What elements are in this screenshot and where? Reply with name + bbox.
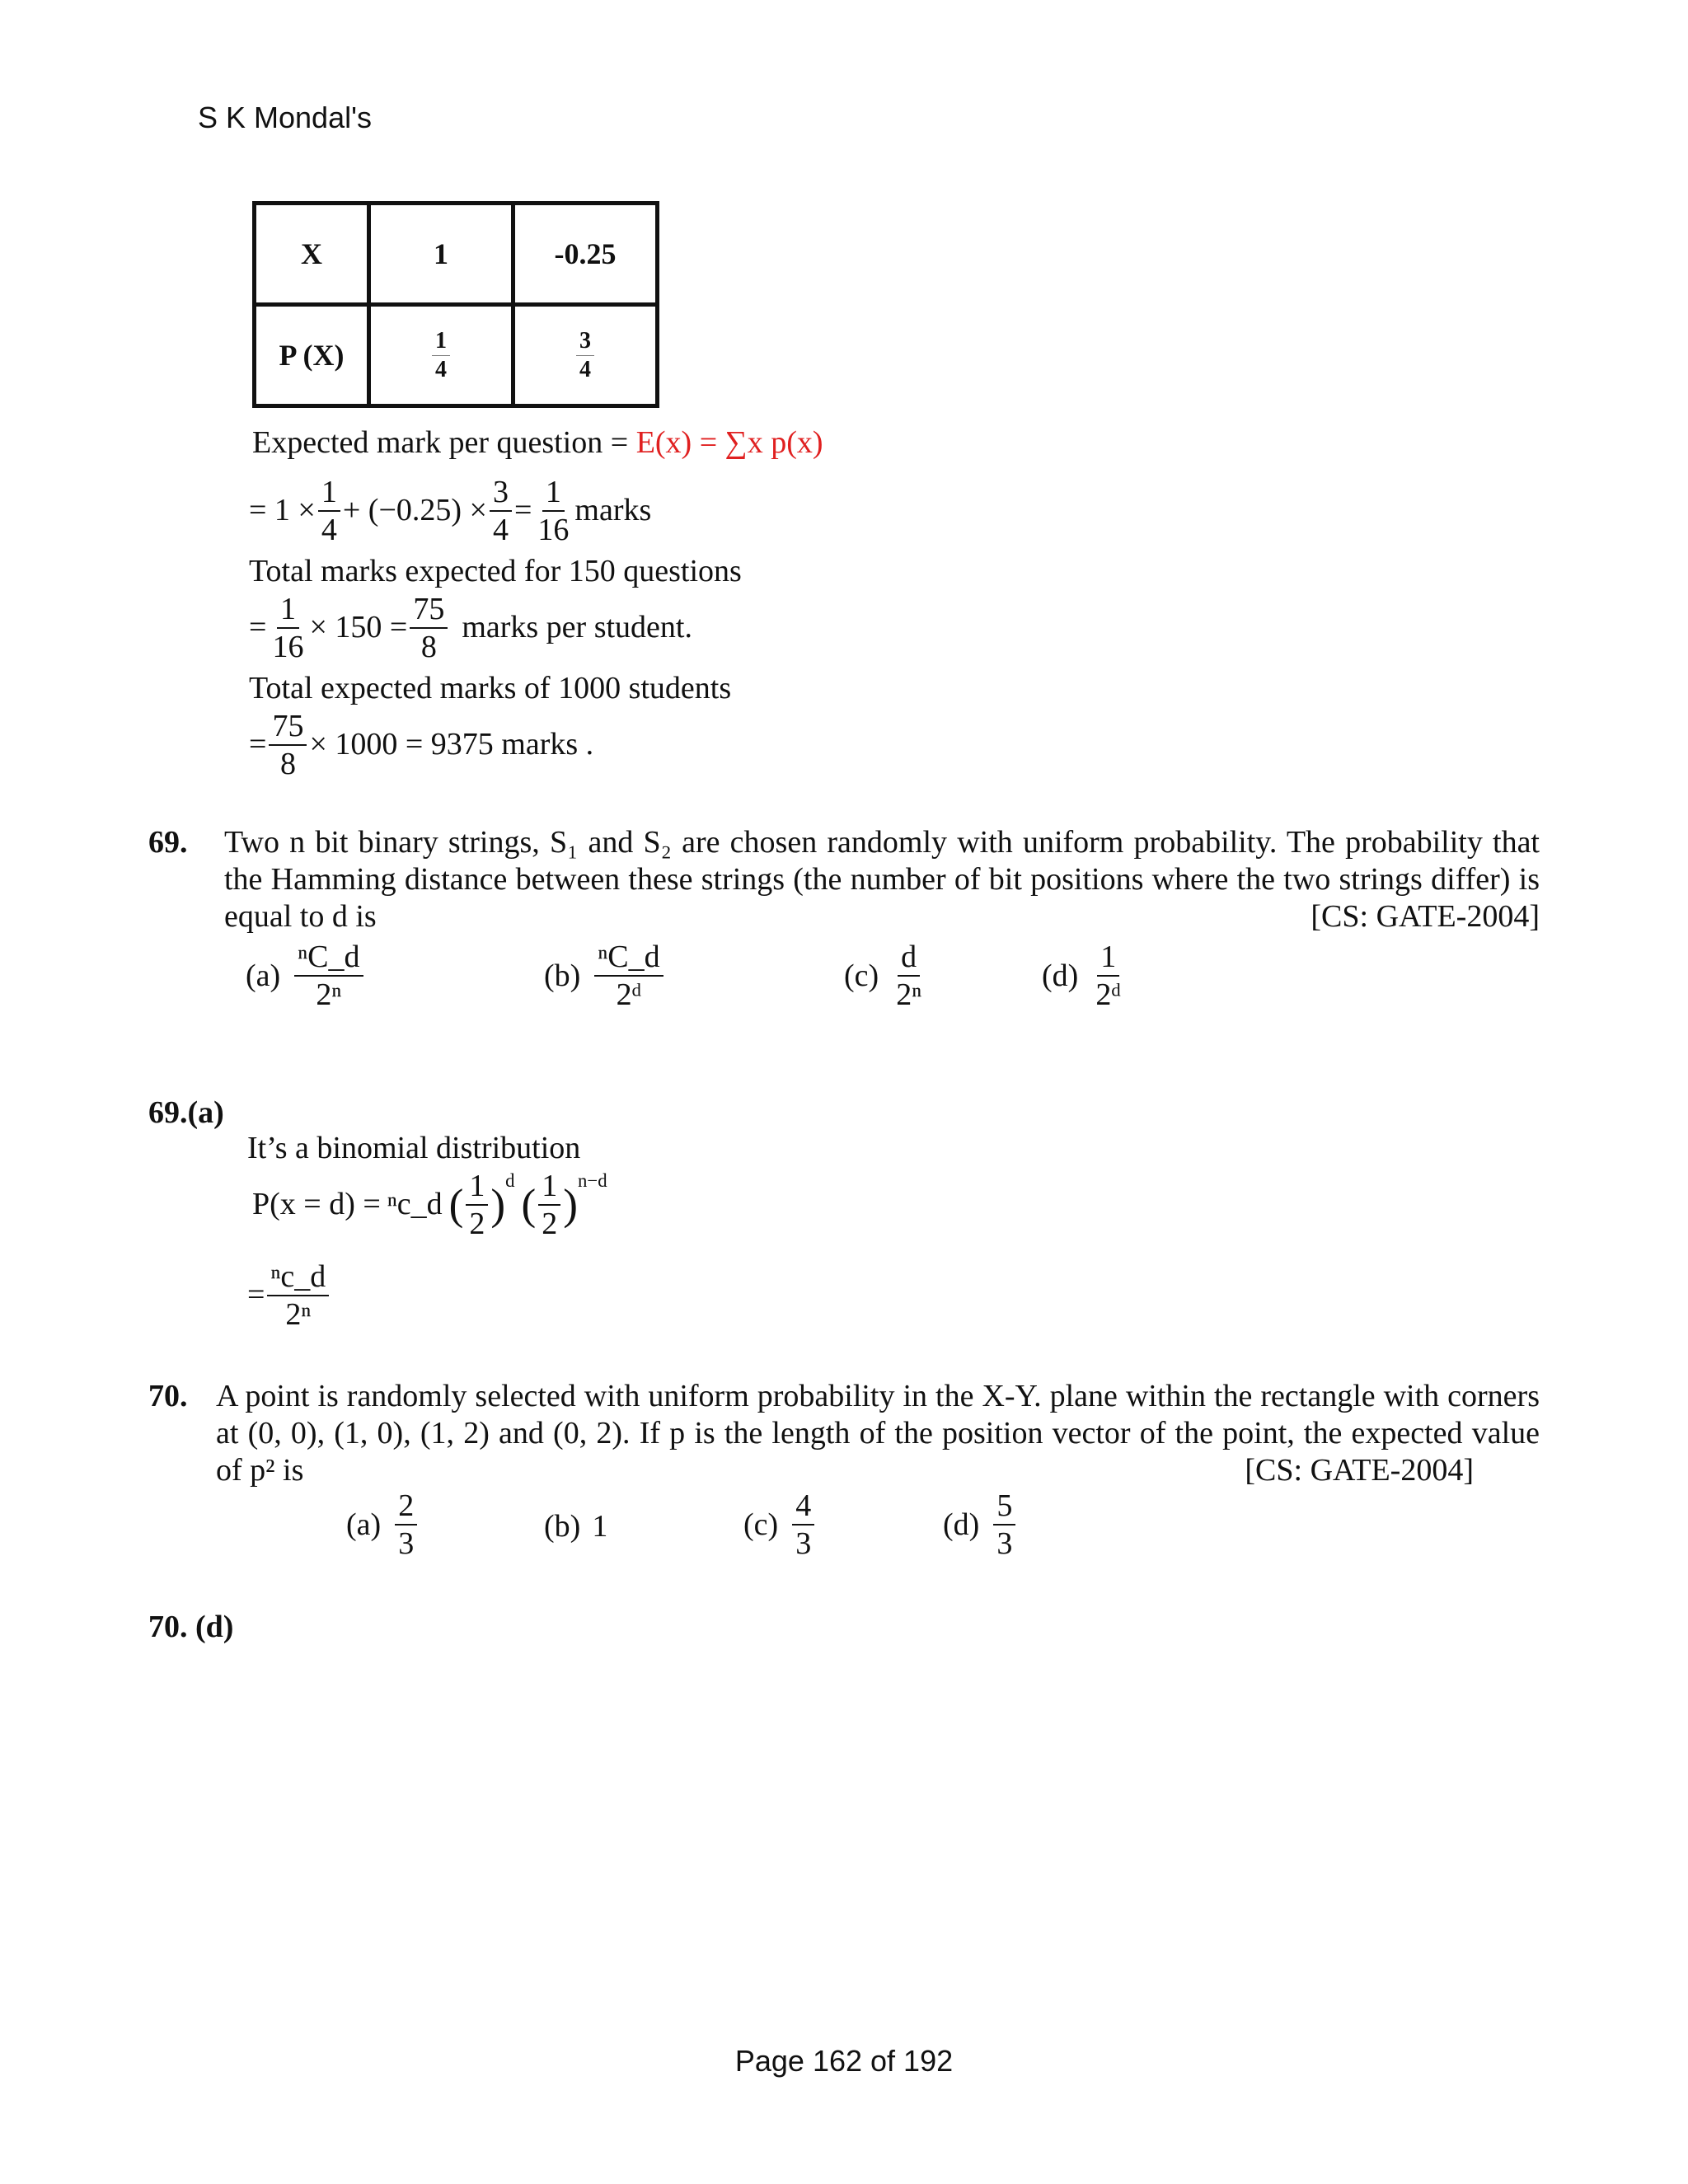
table-cell [513,305,658,406]
calc-line-2: = $\frac{1}{16}$ × 150 = $\frac{75}{8}$ marks per student. [249,592,692,664]
table-cell: 1 [369,204,513,305]
binomial-formula: P(x = d) = ⁿc_d ( $\frac{1}{2}$ ) d ( $\frac{1}{2}$ ) n−d [252,1169,607,1241]
table-cell: P (X) [255,305,369,406]
page-number: Page 162 of 192 [734,2044,954,2078]
fraction: $\frac{75}{8}$ [410,593,448,663]
calc-line-3: = $\frac{75}{8}$ × 1000 = 9375 marks . [249,709,594,781]
fraction: $\frac{1}{16}$ [537,475,570,547]
running-header: S K Mondal's [198,101,372,134]
total-1000-label: Total expected marks of 1000 students [249,671,732,705]
option-70-a[interactable]: (a) $\frac{2}{3}$ [346,1490,420,1559]
calc-line-1: = 1 × $\frac{1}{4}$ + (−0.25) × $\frac{3}{4}$ = $\frac{1}{16}$ marks [249,475,652,547]
fraction: $\frac{1}{4}$ [432,330,450,382]
fraction: $\frac{75}{8}$ [269,710,307,780]
option-69-b[interactable]: (b) $\frac{\text{ⁿC\_d}}{\text{2ᵈ}}$ [544,941,666,1010]
expected-formula: E(x) = ∑x p(x) [635,425,823,460]
fraction: $\frac{\text{ⁿc\_d}}{\text{2ⁿ}}$ [267,1261,329,1330]
table-cell: X [255,204,369,305]
fraction: $\frac{1}{16}$ [272,592,304,664]
binomial-result: = $\frac{\text{ⁿc\_d}}{\text{2ⁿ}}$ [247,1261,331,1330]
expected-mark-line: Expected mark per question = E(x) = ∑x p(x) [252,425,823,460]
fraction: $\frac{1}{2}$ [538,1170,560,1240]
fraction: $\frac{1}{2}$ [466,1170,488,1240]
probability-table [252,201,659,408]
fraction: $\frac{3}{4}$ [576,330,594,382]
fraction: $\frac{1}{4}$ [318,476,340,546]
question-69-text: Two n bit binary strings, S₁ and S₂ are chosen randomly with uniform probability. The probability that the Hamming distance between these strings (the number of bit positions where the two strings differ) is equal to d is [CS: GATE-2004] [224,825,1540,934]
option-69-d[interactable]: (d) $\frac{1}{\text{2ᵈ}}$ [1042,940,1122,1012]
option-69-a[interactable]: (a) $\frac{\text{ⁿC\_d}}{\text{2ⁿ}}$ [246,941,366,1010]
answer-69-number: 69.(a) [148,1095,224,1130]
answer-69-line1: It’s a binomial distribution [247,1131,581,1165]
table-row [255,204,658,305]
table-cell: -0.25 [513,204,658,305]
option-69-c[interactable]: (c) $\frac{d}{\text{2ⁿ}}$ [844,940,922,1012]
table-row [255,305,658,406]
option-70-c[interactable]: (c) $\frac{4}{3}$ [743,1490,817,1559]
total-150-label: Total marks expected for 150 questions [249,554,742,588]
table-cell [369,305,513,406]
question-70-text: A point is randomly selected with uniform probability in the X-Y. plane within the rectangle with corners at (0, 0), (1, 0), (1, 2) and (0, 2). If p is the length of the position vector of the point, the expected value of p² is [CS: GATE-2004] [216,1379,1540,1488]
question-70-number: 70. [148,1379,188,1413]
option-70-b[interactable]: (b) 1 [544,1509,608,1544]
question-69-number: 69. [148,825,188,860]
option-70-d[interactable]: (d) $\frac{5}{3}$ [943,1490,1018,1559]
answer-70-number: 70. (d) [148,1610,234,1644]
exam-reference: [CS: GATE-2004] [1311,899,1540,934]
exam-reference: [CS: GATE-2004] [1245,1453,1474,1488]
fraction: $\frac{3}{4}$ [490,476,512,546]
